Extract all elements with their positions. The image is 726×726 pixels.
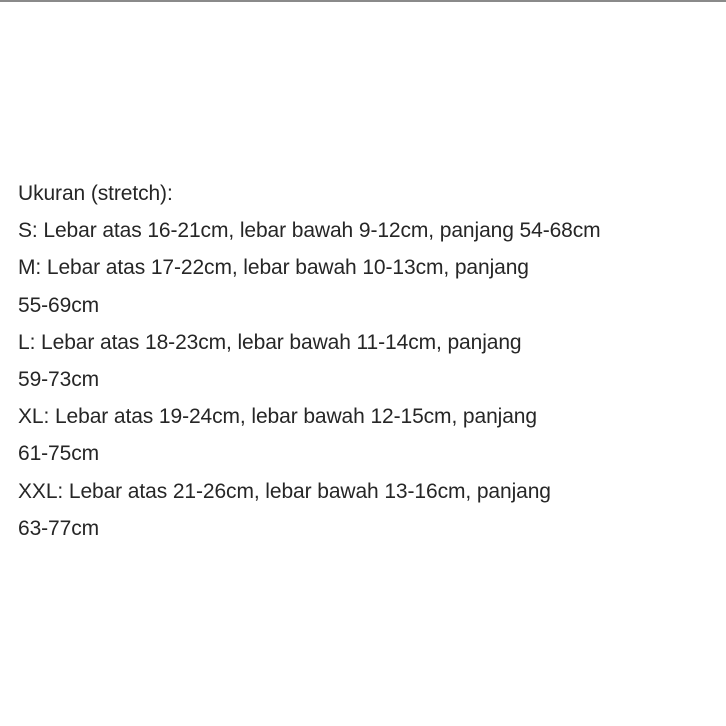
top-divider (0, 0, 726, 2)
size-chart-text (18, 175, 718, 547)
size-line-m-length: 55-69cm (18, 293, 100, 317)
size-line-xl-length: 61-75cm (18, 442, 100, 466)
size-line-l: L: Lebar atas 18-23cm, lebar bawah 11-14cm, panjang (18, 330, 522, 354)
size-line-xxl: XXL: Lebar atas 21-26cm, lebar bawah 13-16cm, panjang (18, 479, 551, 503)
size-line-xl: XL: Lebar atas 19-24cm, lebar bawah 12-15cm, panjang (18, 405, 537, 429)
size-line-xxl-length: 63-77cm (18, 516, 100, 540)
size-heading: Ukuran (stretch): (18, 182, 173, 205)
size-line-m: M: Lebar atas 17-22cm, lebar bawah 10-13cm, panjang (18, 256, 529, 280)
size-line-s: S: Lebar atas 16-21cm, lebar bawah 9-12cm, panjang 54-68cm (18, 219, 601, 243)
size-line-l-length: 59-73cm (18, 368, 100, 392)
